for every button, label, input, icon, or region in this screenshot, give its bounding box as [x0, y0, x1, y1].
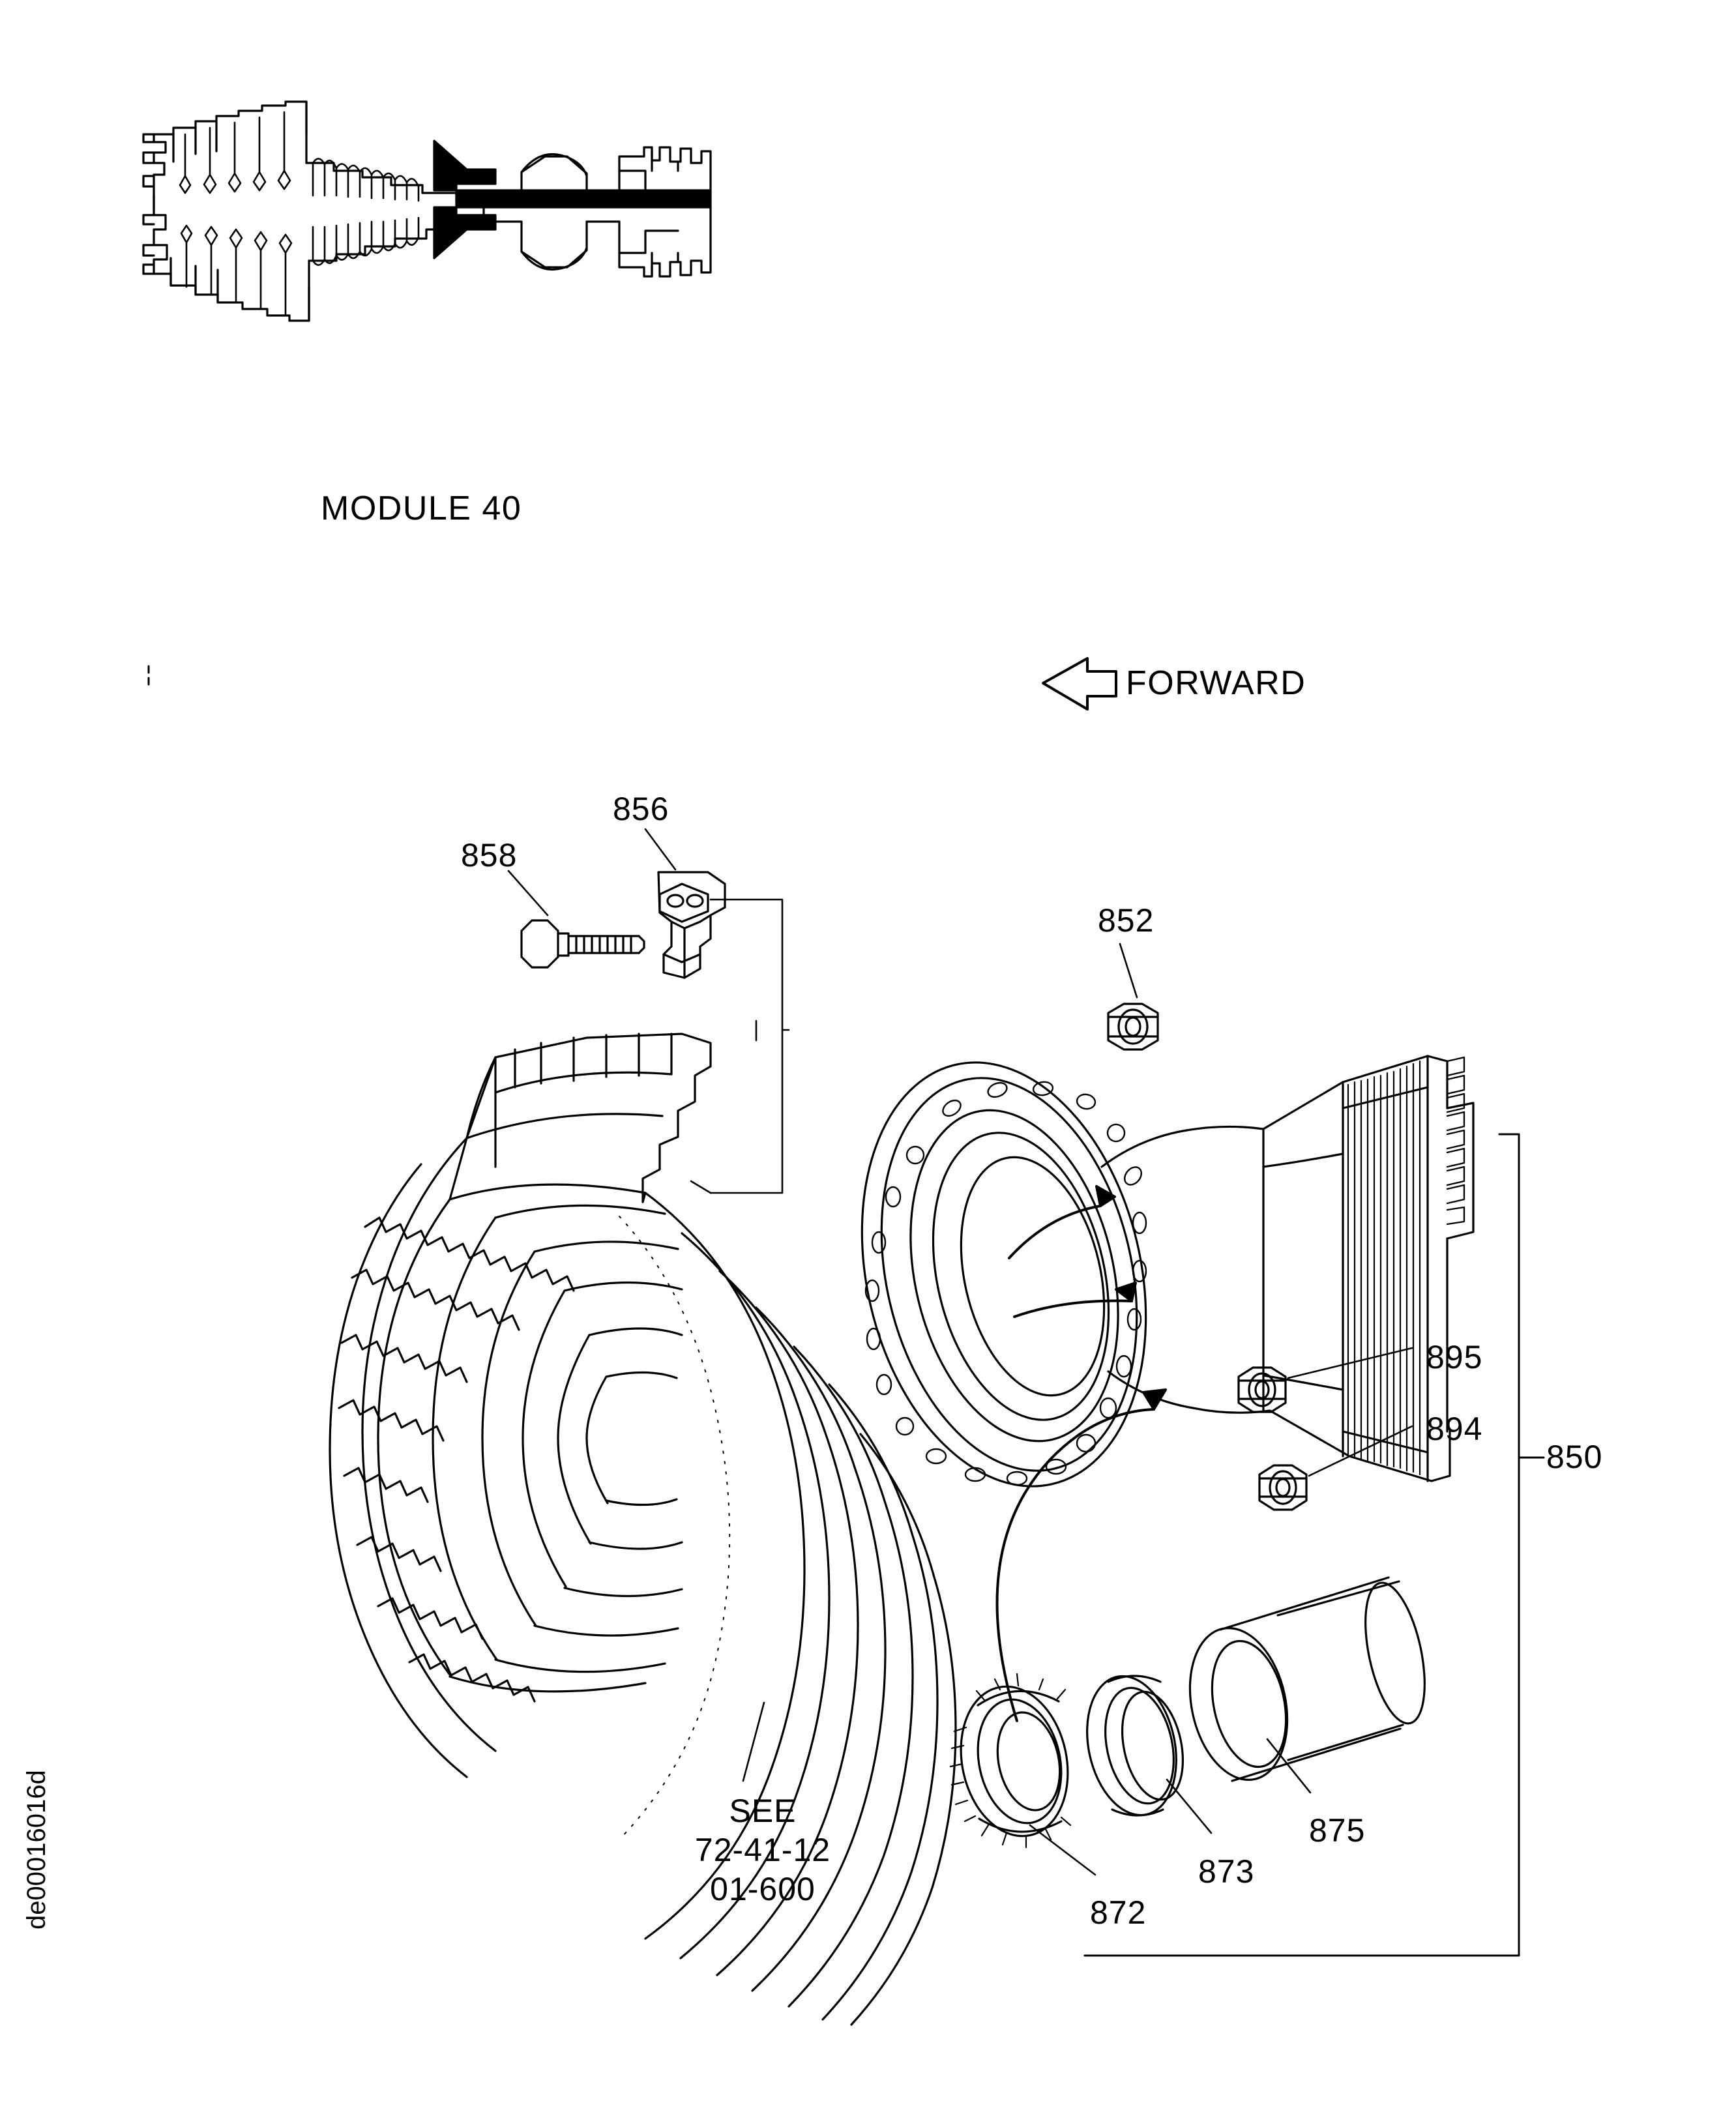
part-872-lockring: [948, 1674, 1081, 1847]
part-895-nut: [1239, 1368, 1286, 1412]
leader-852: [1120, 944, 1137, 997]
assembly-arrows: [997, 1186, 1166, 1721]
module-caption: MODULE 40: [321, 490, 522, 527]
leader-872: [1030, 1825, 1095, 1875]
part-858-bolt: [522, 920, 644, 967]
callout-850: 850: [1546, 1439, 1603, 1475]
part-894-nut: [1259, 1465, 1306, 1510]
forward-arrow-icon: [1043, 658, 1116, 709]
callout-872: 872: [1090, 1894, 1147, 1931]
rear-flange-housing: [822, 1034, 1193, 1515]
callout-873: 873: [1198, 1853, 1255, 1890]
part-856-bracket: [658, 872, 725, 978]
part-875-sleeve: [1177, 1577, 1435, 1789]
see-reference-line-1: SEE: [729, 1793, 797, 1829]
callout-852: 852: [1098, 902, 1155, 939]
module-40-cross-section: [143, 102, 711, 321]
part-873-ring: [1075, 1668, 1192, 1824]
leader-see-reference: [743, 1703, 764, 1781]
leader-856: [645, 829, 675, 870]
callout-856: 856: [613, 791, 669, 827]
callout-895: 895: [1426, 1339, 1483, 1375]
callout-894: 894: [1426, 1411, 1483, 1447]
see-reference-line-3: 01-600: [710, 1871, 816, 1907]
see-reference-line-2: 72-41-12: [694, 1832, 831, 1868]
see-reference-block: [652, 1791, 874, 1909]
callout-875: 875: [1309, 1812, 1366, 1849]
callout-858: 858: [461, 837, 518, 873]
drawing-number: de00016016d: [22, 1770, 51, 1929]
forward-label: FORWARD: [1126, 664, 1306, 702]
part-852-nut: [1108, 1004, 1158, 1049]
leader-873: [1167, 1780, 1211, 1833]
leader-858: [508, 871, 548, 915]
